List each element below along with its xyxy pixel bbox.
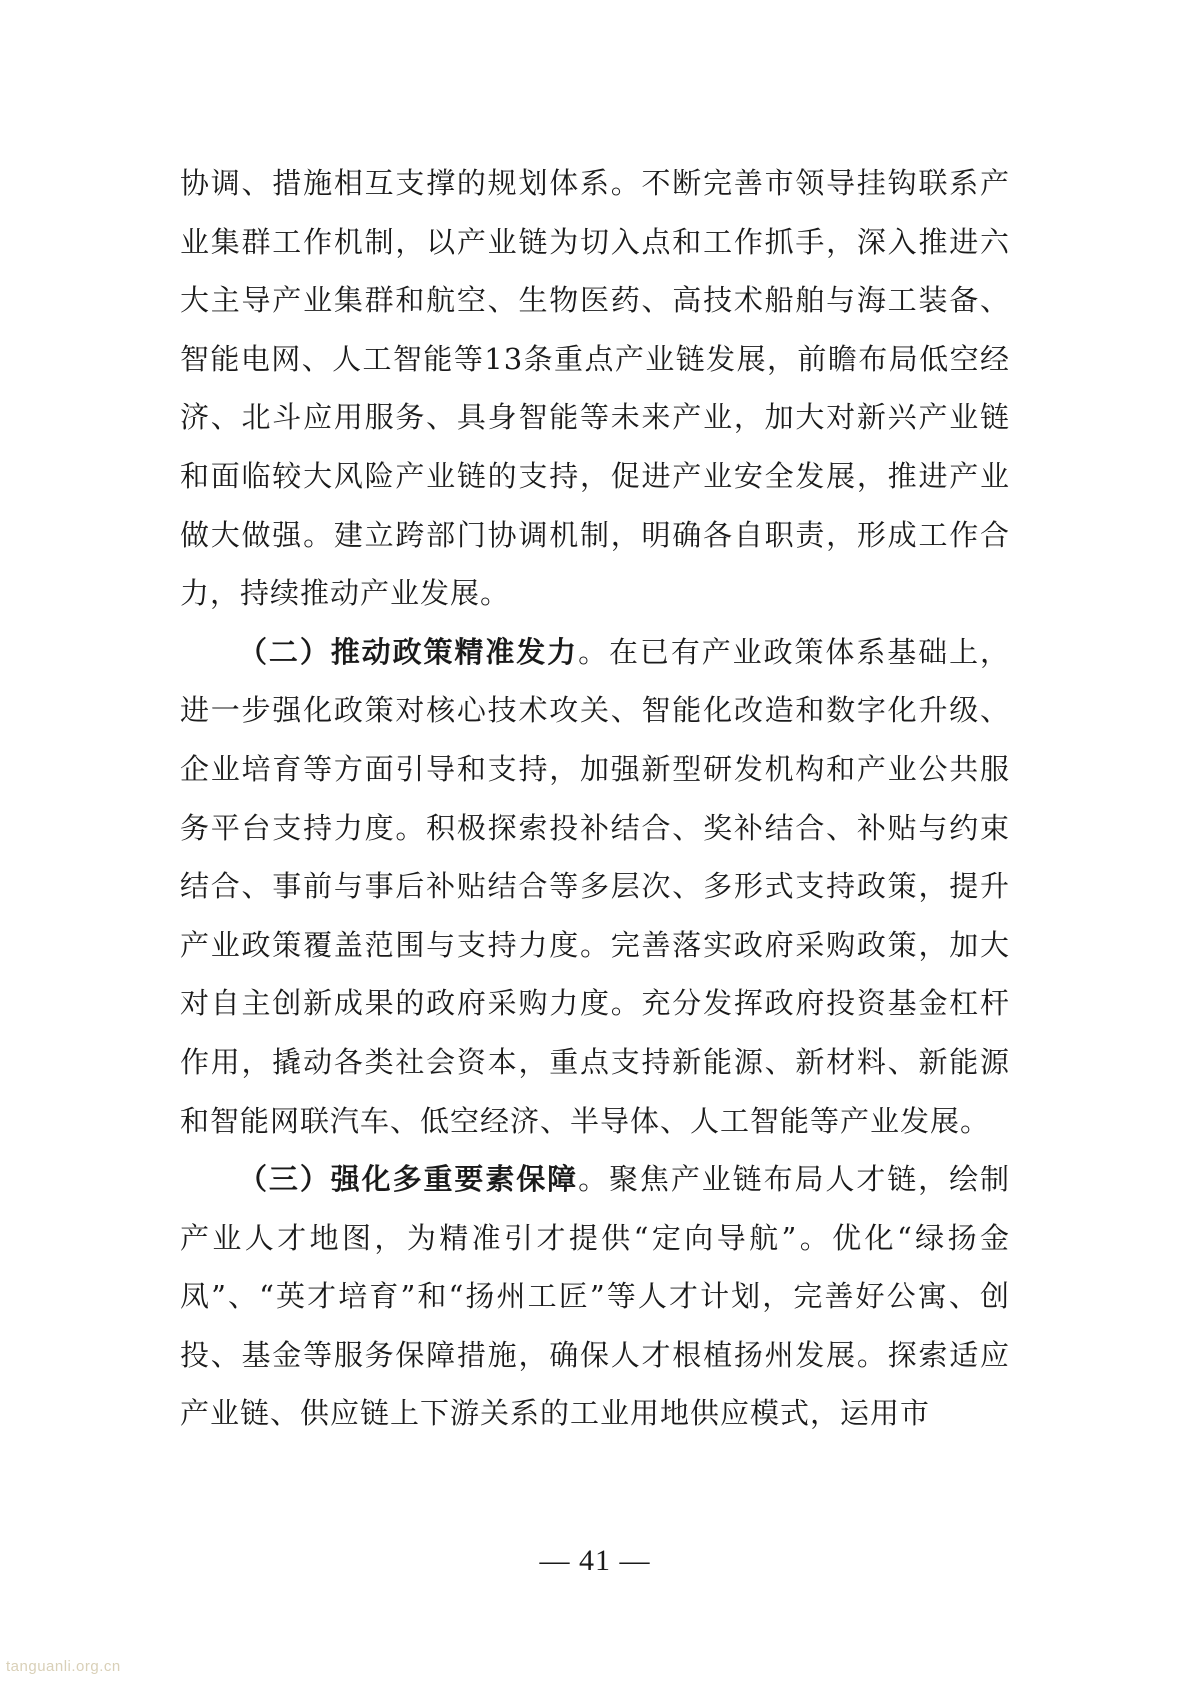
paragraph-text: 。聚焦产业链布局人才链，绘制产业人才地图，为精准引才提供“定向导航”。优化“绿扬金凤”、“英才培育”和“扬州工匠”等人才计划，完善好公寓、创投、基金等服务保障措施，确保人才根植扬州发展。探索适应产业链、供应链上下游关系的工业用地供应模式，运用市 xyxy=(180,1162,1010,1431)
paragraph-continuation xyxy=(180,154,1010,623)
paragraph-text: 。在已有产业政策体系基础上，进一步强化政策对核心技术攻关、智能化改造和数字化升级、企业培育等方面引导和支持，加强新型研发机构和产业公共服务平台支持力度。积极探索投补结合、奖补结合、补贴与约束结合、事前与事后补贴结合等多层次、多形式支持政策，提升产业政策覆盖范围与支持力度。完善落实政府采购政策，加大对自主创新成果的政府采购力度。充分发挥政府投资基金杠杆作用，撬动各类社会资本，重点支持新能源、新材料、新能源和智能网联汽车、低空经济、半导体、人工智能等产业发展。 xyxy=(180,634,1010,1138)
section-heading-factors: （三）强化多重要素保障 xyxy=(238,1162,579,1197)
paragraph-factors xyxy=(180,1150,1010,1443)
page-number: — 41 — xyxy=(539,1544,651,1577)
document-body xyxy=(180,154,1010,1443)
paragraph-text: 协调、措施相互支撑的规划体系。不断完善市领导挂钩联系产业集群工作机制，以产业链为切入点和工作抓手，深入推进六大主导产业集群和航空、生物医药、高技术船舶与海工装备、智能电网、人工智能等13条重点产业链发展，前瞻布局低空经济、北斗应用服务、具身智能等未来产业，加大对新兴产业链和面临较大风险产业链的支持，促进产业安全发展，推进产业做大做强。建立跨部门协调机制，明确各自职责，形成工作合力，持续推动产业发展。 xyxy=(180,166,1010,611)
paragraph-policy xyxy=(180,623,1010,1150)
site-watermark: tanguanli.org.cn xyxy=(6,1658,121,1675)
section-heading-policy: （二）推动政策精准发力 xyxy=(238,634,579,669)
